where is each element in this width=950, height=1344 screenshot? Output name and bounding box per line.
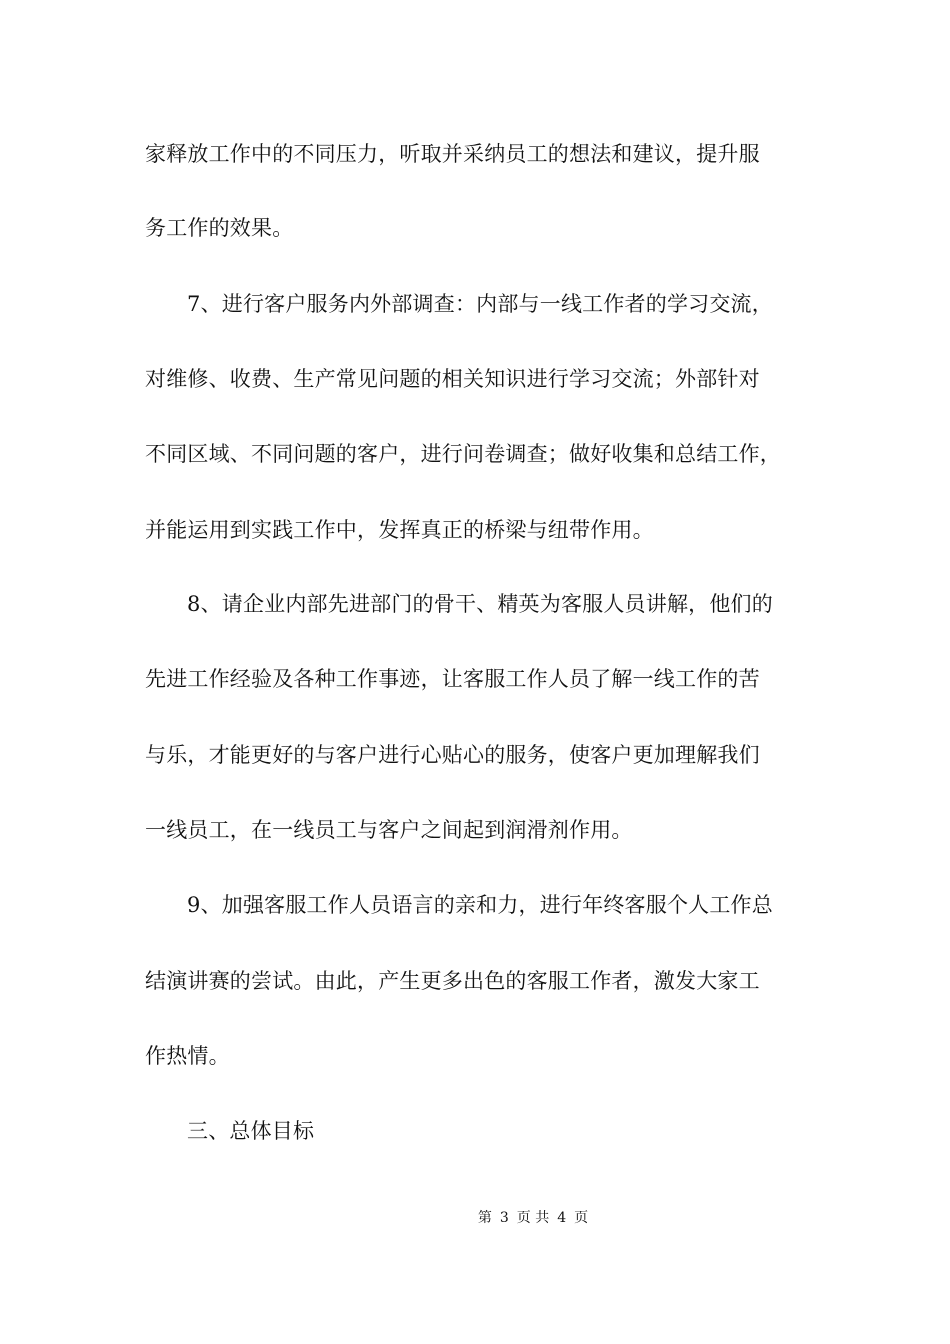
paragraph-line: 并能运用到实践工作中，发挥真正的桥梁与纽带作用。: [145, 518, 654, 542]
footer-prefix: 第: [477, 1210, 492, 1226]
section-heading: 三、总体目标: [187, 1119, 315, 1143]
paragraph-line: 8、请企业内部先进部门的骨干、精英为客服人员讲解，他们的: [187, 592, 773, 616]
paragraph-line: 务工作的效果。: [145, 216, 294, 240]
footer-suffix: 页: [574, 1210, 589, 1226]
paragraph-line: 先进工作经验及各种工作事迹，让客服工作人员了解一线工作的苦: [145, 667, 760, 691]
paragraph-line: 结演讲赛的尝试。由此，产生更多出色的客服工作者，激发大家工: [145, 969, 760, 993]
paragraph-line: 作热情。: [145, 1044, 230, 1068]
paragraph-line: 7、进行客户服务内外部调查：内部与一线工作者的学习交流，: [187, 292, 773, 316]
footer-middle: 页 共: [516, 1210, 550, 1226]
paragraph-line: 家释放工作中的不同压力，听取并采纳员工的想法和建议，提升服: [145, 142, 760, 166]
page-footer: [0, 1208, 950, 1228]
paragraph-line: 9、加强客服工作人员语言的亲和力，进行年终客服个人工作总: [187, 893, 773, 917]
paragraph-line: 与乐，才能更好的与客户进行心贴心的服务，使客户更加理解我们: [145, 743, 760, 767]
paragraph-line: 对维修、收费、生产常见问题的相关知识进行学习交流；外部针对: [145, 367, 760, 391]
footer-total-pages: 4: [557, 1210, 567, 1226]
footer-current-page: 3: [499, 1210, 509, 1226]
paragraph-line: 一线员工，在一线员工与客户之间起到润滑剂作用。: [145, 818, 633, 842]
paragraph-line: 不同区域、不同问题的客户，进行问卷调查；做好收集和总结工作，: [145, 442, 781, 466]
